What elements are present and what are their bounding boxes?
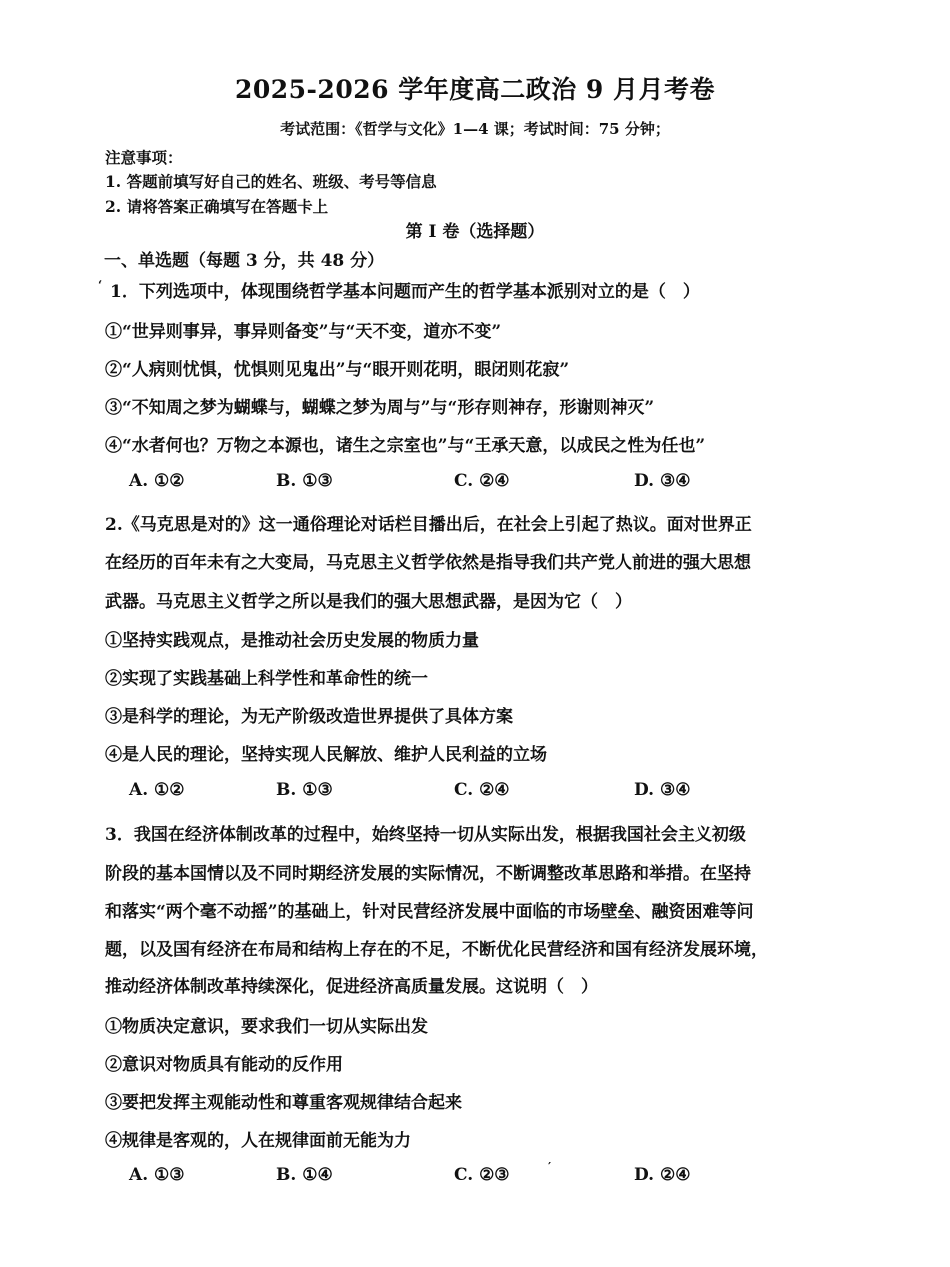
option-c[interactable]: C. ②③ [454,1165,510,1185]
option-a[interactable]: A. ①③ [129,1165,185,1185]
question-3-stem-line-5: 推动经济体制改革持续深化，促进经济高质量发展。这说明（ ） [105,977,598,997]
part-title: 第 I 卷（选择题） [405,222,545,242]
option-c[interactable]: C. ②④ [454,471,510,491]
question-2-statement-4: ④是人民的理论，坚持实现人民解放、维护人民利益的立场 [105,745,547,765]
option-d[interactable]: D. ③④ [634,780,691,800]
stray-mark: ′ [548,1160,552,1174]
option-d[interactable]: D. ③④ [634,471,691,491]
question-3-options [129,1165,729,1191]
question-1-statement-2: ②“人病则忧惧，忧惧则见鬼出”与“眼开则花明，眼闭则花寂” [105,360,570,380]
question-1-stem: 1．下列选项中，体现围绕哲学基本问题而产生的哲学基本派别对立的是（ ） [110,282,700,302]
question-1-statement-3: ③“不知周之梦为蝴蝶与，蝴蝶之梦为周与”与“形存则神存，形谢则神灭” [105,398,655,418]
option-c[interactable]: C. ②④ [454,780,510,800]
notice-item-2: 2. 请将答案正确填写在答题卡上 [105,197,329,216]
question-2-options [129,780,729,806]
option-b[interactable]: B. ①③ [276,780,333,800]
option-a[interactable]: A. ①② [129,780,185,800]
question-1-statement-1: ①“世异则事异，事异则备变”与“天不变，道亦不变” [105,322,502,342]
option-a[interactable]: A. ①② [129,471,185,491]
option-b[interactable]: B. ①④ [276,1165,333,1185]
exam-subtitle: 考试范围：《哲学与文化》1—4 课；考试时间：75 分钟； [280,120,670,138]
question-1-options [129,471,729,497]
notice-heading: 注意事项： [105,148,183,167]
question-1-statement-4: ④“水者何也？万物之本源也，诸生之宗室也”与“王承天意，以成民之性为任也” [105,436,706,456]
question-3-statement-4: ④规律是客观的，人在规律面前无能为力 [105,1131,411,1151]
option-d[interactable]: D. ②④ [634,1165,691,1185]
question-2-stem-line-1: 2.《马克思是对的》这一通俗理论对话栏目播出后，在社会上引起了热议。面对世界正 [105,515,752,535]
question-3-stem-line-2: 阶段的基本国情以及不同时期经济发展的实际情况，不断调整改革思路和举措。在坚持 [105,864,751,884]
question-3-statement-3: ③要把发挥主观能动性和尊重客观规律结合起来 [105,1093,462,1113]
question-2-stem-line-3: 武器。马克思主义哲学之所以是我们的强大思想武器，是因为它（ ） [105,592,632,612]
exam-title: 2025-2026 学年度高二政治 9 月月考卷 [234,75,716,104]
section-heading: 一、单选题（每题 3 分，共 48 分） [104,251,385,271]
question-2-statement-3: ③是科学的理论，为无产阶级改造世界提供了具体方案 [105,707,513,727]
question-3-stem-line-3: 和落实“两个毫不动摇”的基础上，针对民营经济发展中面临的市场壁垒、融资困难等问 [105,902,754,922]
question-3-statement-2: ②意识对物质具有能动的反作用 [105,1055,343,1075]
question-2-stem-line-2: 在经历的百年未有之大变局，马克思主义哲学依然是指导我们共产党人前进的强大思想 [105,553,751,573]
notice-item-1: 1. 答题前填写好自己的姓名、班级、考号等信息 [105,172,437,191]
question-3-stem-line-4: 题，以及国有经济在布局和结构上存在的不足，不断优化民营经济和国有经济发展环境， [105,940,768,960]
question-3-statement-1: ①物质决定意识，要求我们一切从实际出发 [105,1017,428,1037]
stray-mark: ‘ [98,278,103,292]
question-2-statement-1: ①坚持实践观点，是推动社会历史发展的物质力量 [105,631,479,651]
option-b[interactable]: B. ①③ [276,471,333,491]
question-2-statement-2: ②实现了实践基础上科学性和革命性的统一 [105,669,428,689]
question-3-stem-line-1: 3．我国在经济体制改革的过程中，始终坚持一切从实际出发，根据我国社会主义初级 [105,825,746,845]
